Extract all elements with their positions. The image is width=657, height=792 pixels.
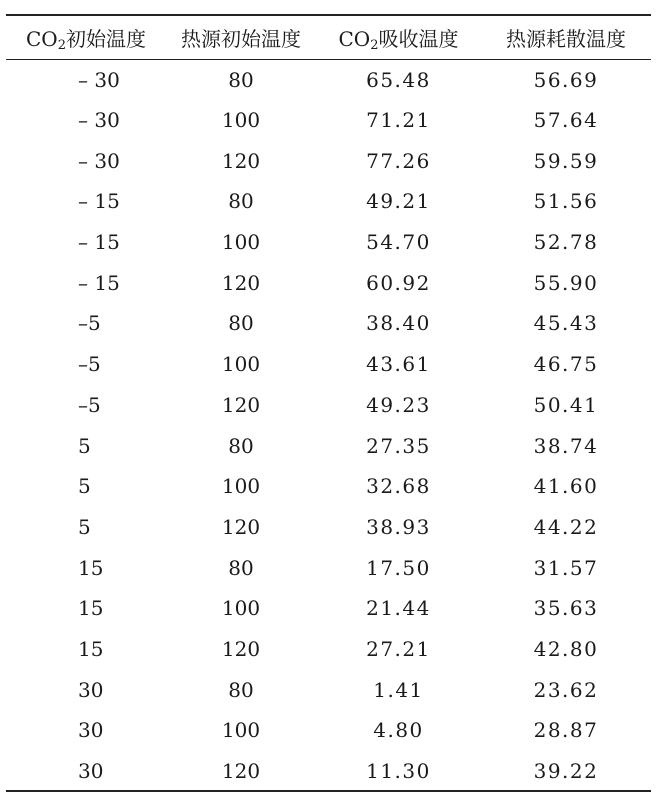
cell-heat-source-dissipation-temp: 23.62 — [533, 677, 599, 702]
cell-co2-initial-temp: 30 — [6, 751, 166, 792]
cell-co2-absorption-temp: 77.26 — [366, 148, 431, 173]
cell-co2-absorption-temp: 65.48 — [366, 67, 431, 92]
cell-co2-initial-temp: – 15 — [78, 230, 120, 255]
cell-heat-source-initial-temp: 80 — [228, 311, 254, 336]
header-co2-initial-temp: $CO_2$初始温度 — [6, 15, 166, 59]
cell-co2-initial-temp: 5 — [78, 514, 91, 539]
table-row — [6, 262, 651, 303]
cell-co2-initial-temp: – 15 — [78, 270, 120, 295]
cell-heat-source-dissipation-temp: 42.80 — [533, 636, 599, 661]
cell-heat-source-initial-temp: 120 — [221, 392, 261, 417]
header-row — [6, 15, 651, 59]
cell-co2-initial-temp: – 30 — [78, 67, 120, 92]
table-row — [6, 100, 651, 141]
cell-heat-source-initial-temp: 120 — [221, 636, 261, 661]
cell-co2-absorption-temp: 1.41 — [373, 677, 424, 702]
cell-heat-source-initial-temp: 120 — [221, 270, 261, 295]
cell-co2-absorption-temp: 17.50 — [366, 555, 431, 580]
cell-heat-source-dissipation-temp: 55.90 — [533, 270, 599, 295]
cell-co2-absorption-temp: 21.44 — [366, 596, 431, 621]
cell-heat-source-dissipation-temp: 28.87 — [533, 718, 599, 743]
data-table-container — [6, 14, 651, 792]
cell-co2-initial-temp: –5 — [78, 311, 101, 336]
cell-heat-source-initial-temp: 100 — [221, 352, 261, 377]
cell-heat-source-initial-temp: 80 — [228, 67, 254, 92]
cell-co2-absorption-temp: 27.21 — [366, 636, 431, 661]
table-row — [6, 547, 651, 588]
cell-heat-source-initial-temp: 120 — [221, 148, 261, 173]
cell-heat-source-dissipation-temp: 50.41 — [533, 392, 599, 417]
cell-heat-source-initial-temp: 100 — [221, 108, 261, 133]
cell-co2-initial-temp: 15 — [78, 555, 104, 580]
cell-heat-source-initial-temp: 80 — [228, 555, 254, 580]
cell-co2-absorption-temp: 43.61 — [366, 352, 431, 377]
cell-co2-absorption-temp: 11.30 — [316, 751, 481, 792]
table-row — [6, 629, 651, 670]
cell-co2-initial-temp: 5 — [78, 474, 91, 499]
cell-co2-absorption-temp: 49.21 — [366, 189, 431, 214]
table-row — [6, 222, 651, 263]
table-row — [6, 466, 651, 507]
cell-heat-source-dissipation-temp: 59.59 — [533, 148, 599, 173]
header-heat-source-dissipation-temp: 热源耗散温度 — [481, 15, 651, 59]
cell-heat-source-dissipation-temp: 39.22 — [481, 751, 651, 792]
cell-heat-source-initial-temp: 100 — [221, 596, 261, 621]
cell-co2-absorption-temp: 49.23 — [366, 392, 431, 417]
header-heat-source-initial-temp: 热源初始温度 — [166, 15, 316, 59]
cell-heat-source-initial-temp: 100 — [221, 474, 261, 499]
table-row — [6, 140, 651, 181]
table-row — [6, 751, 651, 792]
temperature-data-table — [6, 14, 651, 792]
cell-heat-source-initial-temp: 100 — [221, 718, 261, 743]
cell-co2-initial-temp: 15 — [78, 596, 104, 621]
cell-co2-initial-temp: – 15 — [78, 189, 120, 214]
cell-heat-source-dissipation-temp: 56.69 — [533, 67, 599, 92]
cell-heat-source-dissipation-temp: 51.56 — [533, 189, 599, 214]
cell-co2-initial-temp: –5 — [78, 352, 101, 377]
cell-co2-initial-temp: 5 — [78, 433, 91, 458]
cell-co2-initial-temp: – 30 — [78, 148, 120, 173]
cell-heat-source-initial-temp: 80 — [228, 189, 254, 214]
table-body — [6, 59, 651, 791]
cell-heat-source-initial-temp: 80 — [228, 433, 254, 458]
cell-co2-initial-temp: 30 — [78, 677, 104, 702]
cell-co2-initial-temp: 15 — [78, 636, 104, 661]
cell-co2-absorption-temp: 32.68 — [366, 474, 431, 499]
cell-co2-absorption-temp: 60.92 — [366, 270, 431, 295]
table-row — [6, 425, 651, 466]
cell-co2-absorption-temp: 27.35 — [366, 433, 431, 458]
cell-heat-source-dissipation-temp: 38.74 — [533, 433, 599, 458]
table-row — [6, 344, 651, 385]
cell-heat-source-dissipation-temp: 31.57 — [533, 555, 599, 580]
cell-heat-source-dissipation-temp: 45.43 — [533, 311, 599, 336]
table-row — [6, 507, 651, 548]
table-row — [6, 59, 651, 100]
cell-co2-absorption-temp: 38.93 — [366, 514, 431, 539]
table-row — [6, 710, 651, 751]
cell-heat-source-dissipation-temp: 41.60 — [533, 474, 599, 499]
cell-co2-absorption-temp: 38.40 — [366, 311, 431, 336]
cell-co2-initial-temp: –5 — [78, 392, 101, 417]
table-row — [6, 303, 651, 344]
cell-co2-absorption-temp: 71.21 — [366, 108, 431, 133]
cell-heat-source-initial-temp: 100 — [221, 230, 261, 255]
table-header — [6, 15, 651, 59]
cell-heat-source-dissipation-temp: 35.63 — [533, 596, 599, 621]
table-row — [6, 669, 651, 710]
cell-co2-absorption-temp: 54.70 — [366, 230, 431, 255]
cell-co2-initial-temp: 30 — [78, 718, 104, 743]
cell-heat-source-initial-temp: 120 — [221, 514, 261, 539]
table-row — [6, 181, 651, 222]
cell-heat-source-initial-temp: 80 — [228, 677, 254, 702]
header-co2-absorption-temp: $CO_2$吸收温度 — [316, 15, 481, 59]
cell-heat-source-initial-temp: 120 — [166, 751, 316, 792]
cell-co2-initial-temp: – 30 — [78, 108, 120, 133]
cell-co2-absorption-temp: 4.80 — [373, 718, 424, 743]
table-row — [6, 588, 651, 629]
cell-heat-source-dissipation-temp: 52.78 — [533, 230, 599, 255]
cell-heat-source-dissipation-temp: 44.22 — [533, 514, 599, 539]
table-row — [6, 385, 651, 426]
cell-heat-source-dissipation-temp: 46.75 — [533, 352, 599, 377]
cell-heat-source-dissipation-temp: 57.64 — [533, 108, 599, 133]
